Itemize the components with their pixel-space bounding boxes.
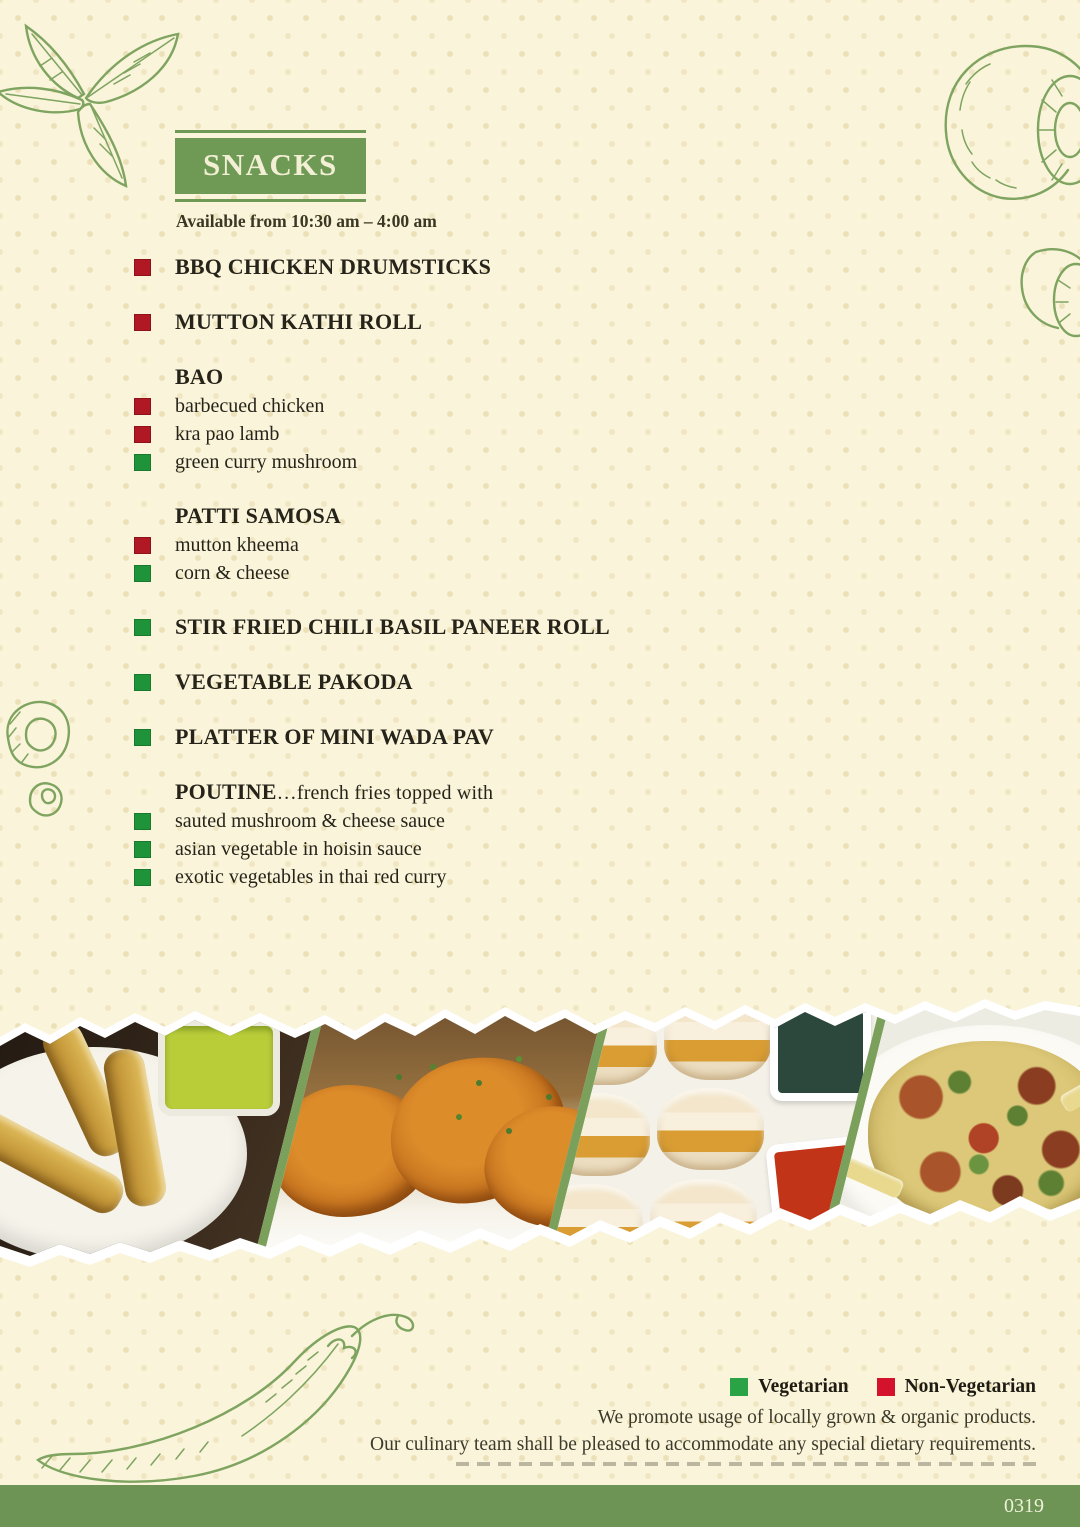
menu-section-header (135, 777, 895, 807)
nonveg-legend-label: Non-Vegetarian (904, 1376, 1036, 1397)
menu-item-label: asian vegetable in hoisin sauce (175, 837, 422, 860)
veg-marker-icon (135, 620, 150, 635)
section-header-label: PATTI SAMOSA (175, 503, 341, 528)
availability-text: Available from 10:30 am – 4:00 am (176, 211, 437, 231)
page-title: SNACKS (175, 138, 366, 194)
veg-marker-icon (135, 566, 150, 581)
section-title-box (175, 130, 366, 202)
menu-item-label: exotic vegetables in thai red curry (175, 865, 447, 888)
section-header-suffix: …french fries topped with (276, 782, 494, 804)
green-chutney-bowl (770, 1003, 872, 1102)
nonveg-marker-icon (135, 538, 150, 553)
menu-item (135, 722, 895, 752)
menu-item (135, 667, 895, 697)
nonveg-marker-icon (135, 399, 150, 414)
nonveg-legend-icon (877, 1378, 895, 1396)
nonveg-marker-icon (135, 260, 150, 275)
footer-note-1: We promote usage of locally grown & organic products. (597, 1407, 1036, 1428)
menu-item (135, 863, 895, 891)
nonveg-marker-icon (135, 315, 150, 330)
chili-pepper-icon (8, 1286, 428, 1498)
veg-legend-icon (730, 1378, 748, 1396)
veg-marker-icon (135, 455, 150, 470)
olive-slices-icon (0, 694, 80, 834)
clipped-text-line (456, 1462, 1036, 1466)
menu-item-label: STIR FRIED CHILI BASIL PANEER ROLL (175, 614, 610, 639)
mushroom-icon (930, 14, 1080, 344)
menu-item-label: kra pao lamb (175, 422, 280, 445)
menu-item (135, 420, 895, 448)
footer-notes (276, 1404, 1036, 1466)
bottom-bar (0, 1485, 1080, 1527)
menu-item (135, 612, 895, 642)
photo-strip-inner (0, 997, 1080, 1272)
menu-item-label: PLATTER OF MINI WADA PAV (175, 724, 494, 749)
veg-marker-icon (135, 842, 150, 857)
menu-item-label: corn & cheese (175, 561, 290, 584)
menu-item (135, 807, 895, 835)
menu-item (135, 559, 895, 587)
footer-note-2: Our culinary team shall be pleased to accommodate any special dietary requirements. (370, 1434, 1036, 1455)
menu-item (135, 252, 895, 282)
menu-item-label: MUTTON KATHI ROLL (175, 309, 423, 334)
menu-item-label: mutton kheema (175, 533, 299, 556)
veg-marker-icon (135, 675, 150, 690)
veg-marker-icon (135, 870, 150, 885)
chutney-bowl (158, 1019, 280, 1116)
leaves-icon (0, 0, 189, 191)
photo-strip (0, 997, 1080, 1272)
page-number: 0319 (1004, 1495, 1044, 1517)
veg-marker-icon (135, 814, 150, 829)
menu-item-label: BBQ CHICKEN DRUMSTICKS (175, 254, 492, 279)
menu-item-label: green curry mushroom (175, 450, 358, 473)
menu-item (135, 531, 895, 559)
section-header-label: POUTINE…french fries topped with (175, 779, 494, 804)
menu-list (135, 252, 895, 891)
menu-section-header (135, 501, 895, 531)
veg-legend (730, 1376, 1036, 1398)
menu-section-header (135, 362, 895, 392)
nonveg-marker-icon (135, 427, 150, 442)
menu-item (135, 392, 895, 420)
veg-legend-label: Vegetarian (758, 1376, 849, 1397)
menu-item-label: VEGETABLE PAKODA (175, 669, 413, 694)
menu-item (135, 448, 895, 476)
section-header-label: BAO (175, 364, 224, 389)
menu-item-label: barbecued chicken (175, 394, 325, 417)
menu-item-label: sauted mushroom & cheese sauce (175, 809, 445, 832)
menu-item (135, 307, 895, 337)
veg-marker-icon (135, 730, 150, 745)
menu-item (135, 835, 895, 863)
